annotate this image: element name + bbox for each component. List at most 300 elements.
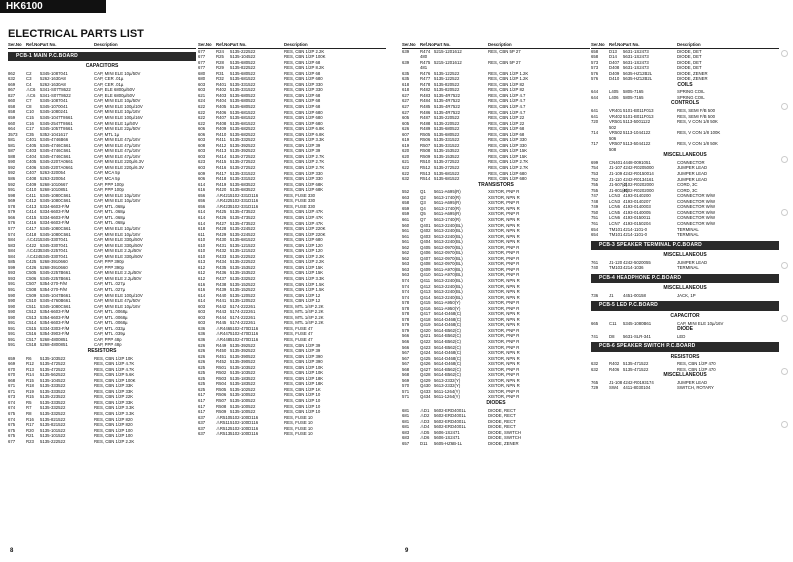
ser-no: 658 [8,109,16,115]
part-no: 5135-122522 [434,76,460,82]
ser-no: 622 [402,165,410,171]
ser-no: 591 [8,187,16,193]
part-no: 5135-332522 [230,137,256,143]
description: RES, CBN 1/2P 10K [284,370,324,376]
ref-no: R487 [420,115,431,121]
ref-no: Q434 [420,394,431,400]
ref-no: C404 [26,153,37,159]
ser-no: 753 [591,171,599,177]
board-section-bar: PCB-1 MAIN P.C.BOARD [8,52,196,62]
description: RES, MTL 1/4P 2.2K [284,309,324,315]
header-ref-no: Ref.No. [420,42,436,47]
ser-no: 658 [402,200,410,206]
description: CAP, PPP 390p [94,259,124,265]
description: DIODE, SWITCH [488,435,521,441]
description: XISTOR, NPN R [488,311,520,317]
part-no: 5135-101522 [40,427,66,433]
ser-no: 627 [402,92,410,98]
ref-no: R411 [216,137,226,143]
description: RES, MTL 1/4P 2.2K [284,303,324,309]
ser-no: 571 [402,394,410,400]
part-no: 5612-0970(BL) [434,261,463,267]
description: CAP, MINI ELE 2.2µ/50V [94,248,142,254]
ref-no: Q410 [420,272,431,278]
description: XISTOR, PNP R [488,261,520,267]
description: CAP, MTL .068µ [94,220,126,226]
ref-no: Q404 [420,239,431,245]
ser-no: 674 [8,399,16,405]
ser-no: 654 [591,232,599,238]
part-no: 5613-1740(R) [434,205,461,211]
ref-no: Q5 [420,211,426,217]
ref-no: C426 [26,264,37,270]
part-no: 5602-ERD4001L [434,418,467,424]
description: RES, CBN 1/2P 330 [488,137,527,143]
ref-no: R23 [26,438,34,444]
ref-no: C506 [26,275,37,281]
part-no: 5102-100D116 [230,420,259,426]
part-no: 5135-152522 [230,287,256,293]
ref-no: R406 [216,109,227,115]
part-no: 5612-0970(BL) [434,255,463,261]
description: CORD, 3C [677,187,698,193]
description: RES, CBN 1/2P 22 [488,115,525,121]
description: DIODE, DET [677,54,702,60]
part-row [402,441,590,447]
description: XISTOR, NPN R [488,228,520,234]
part-no: 5135-102522 [230,386,256,392]
ref-no: C516 [26,331,37,337]
description: CAP, MINI ELE 47µ/50V [94,298,141,304]
description: RES, CBN 1/2P 8.2K [284,65,325,71]
ser-no: 675 [8,427,16,433]
ref-no: R435 [216,264,227,270]
binding-hole-icon [781,50,788,57]
ser-no: 741 [591,333,599,339]
ref-no: C515 [26,325,37,331]
part-no: 5135-4R7522 [434,92,461,98]
part-row [591,293,779,299]
binding-hole-icon [781,421,788,428]
ref-no: R433 [216,253,227,259]
part-no: 5135-820522 [434,87,460,93]
description: XISTOR, PNP R [488,272,520,278]
ser-no: 674 [8,405,16,411]
part-no: 5345-3307041 [40,237,68,243]
part-no: 5268-3910660 [40,264,68,270]
ref-no: Q3 [420,200,426,206]
part-no: 5611-A970(BL) [434,272,463,278]
description: CONNECTOR W/W [677,193,716,199]
description: CAP, PPP 390p [94,264,124,270]
part-no: 5135-392522 [230,348,256,354]
ser-no: 639 [402,48,410,54]
description: CAP, PPP 48p [94,336,122,342]
ser-no: 592 [8,181,16,187]
ser-no: 656 [198,198,206,204]
part-no: 5345-2207A0661 [40,164,73,170]
part-no: 5334-3303-F/M [40,325,70,331]
ref-no: R508 [216,403,227,409]
ref-no: Q7 [420,216,426,222]
ser-no: 644 [591,89,599,95]
part-no: 5135-681522 [434,176,460,182]
description: RES, FUSE 10 [284,420,313,426]
part-no: 5614-D468(C) [434,311,462,317]
description: RES, CBN 1/2P 4.7 [488,98,526,104]
page-title: ELECTRICAL PARTS LIST [8,28,144,40]
ser-no: 552 [402,189,410,195]
description: RES, CBN 1/2P 22 [488,120,525,126]
description: TERMINAL [677,265,699,271]
description: RES, CBN 1/2P 18K [284,381,324,387]
ser-no: 590 [8,298,16,304]
ref-no: C4 [26,81,32,87]
description: RES, CBN 1/2P 330 [488,142,527,148]
ser-no: 613 [198,259,206,265]
ref-no: R402 [609,361,620,367]
part-no: 5345-1070041 [40,103,68,109]
part-no: 5345-1080C661 [40,231,71,237]
part-no: 5345-2257041 [40,248,68,254]
ser-no: 637 [198,420,206,426]
ref-no: J1-120 [609,259,623,265]
ref-no: ⚠R446 [216,325,231,331]
ref-no: R442 [216,303,227,309]
description: CAP, MINI ELE 220µ/6.3V [94,159,144,165]
ser-no: 659 [402,211,410,217]
ref-no: C412 [26,198,37,204]
part-no: 5135-153522 [230,270,256,276]
description: XISTOR, PNP R [488,305,520,311]
part-no: 5135-4R7522 [434,104,461,110]
ref-no: Q422 [420,338,431,344]
ref-no: R403 [216,92,227,98]
part-no: 5102-470D116 [230,331,259,337]
ser-no: 639 [402,59,410,65]
description: RES, CBN 1/2P 680 [284,115,323,121]
part-no: 5345-1080C661 [40,198,71,204]
ref-no: R444 [216,314,227,320]
part-no: 5135-333522 [40,388,66,394]
description: RES, CBN 1/2P 68K [284,187,324,193]
ser-no: 593 [8,270,16,276]
description: RES, CBN 1/2P 390 [284,353,323,359]
ser-no: 656 [198,203,206,209]
ref-no: VR501 [609,119,623,125]
part-no: 5635-HZ12B2L [623,76,653,82]
ser-no: 748 [591,198,599,204]
description: CAP, PPP 100p [94,181,124,187]
description: CAP, MINI ELE 100µ/16V [94,115,143,121]
part-no: 5135-153522 [434,148,460,154]
description: RES, V CON 1/8 50K [677,141,718,147]
ser-no: 663 [402,194,410,200]
part-no: 4193-0140005 [623,209,651,215]
description: CAP, MINI ELE 47µ/16V [94,142,141,148]
ser-no: 576 [8,220,16,226]
description: RES, CBN 5P 27 [488,59,521,65]
ser-no: 610 [198,248,206,254]
ref-no: LCN6 [609,204,620,210]
ser-no: 664 [8,126,16,132]
ref-no: 481 [420,65,428,71]
ref-no: Q403 [420,233,431,239]
ref-no: C408 [26,176,37,182]
ser-no: 561 [402,228,410,234]
ser-no: 567 [402,361,410,367]
ref-no: D13 [609,48,617,54]
description: RES, CBN 1/2P 330 [284,87,323,93]
ref-no: Q427 [420,366,431,372]
ref-no: R418 [216,176,227,182]
ser-no: 761 [591,259,599,265]
description: XISTOR, NPN R [488,316,520,322]
ser-no: 665 [591,320,599,326]
ref-no: ⚠D2 [420,413,430,419]
part-no: 5135-472522 [40,361,66,367]
ser-no: 581 [8,142,16,148]
part-no: 5135-562522 [40,372,66,378]
column-header [8,42,196,49]
ref-no: R482 [420,87,431,93]
description: CAP, MINI ELE 22µ/50V [94,126,141,132]
description: RES, CBN 1/2P 10K [94,355,134,361]
ref-no: Q421 [420,333,431,339]
part-no: 5135-331522 [230,176,256,182]
ser-no: 644 [591,94,599,100]
header-part-no: Part No. [40,42,57,47]
part-no: 5135-220522 [434,115,460,121]
description: RES, CBN 1/2P 2.2K [94,438,135,444]
part-no: 4242-R0193174 [623,379,654,385]
description: RES, CBN 1/2P 820 [94,422,133,428]
part-no: 4102-R0202000 [623,182,654,188]
part-no: 5614-D468(C) [434,316,462,322]
description: RES, CBN 1/2P 33K [94,399,134,405]
ser-no: 561 [402,233,410,239]
description: RES, FUSE 330 [284,198,316,204]
ser-no: 614 [198,220,206,226]
ref-no: ⚠R447 [216,331,231,337]
part-no: 5611-A695(R) [434,200,461,206]
header-ser-no: Ser.No [198,42,212,47]
ser-no: 591 [8,281,16,287]
part-no: 5268-1010667 [40,181,68,187]
ref-no: C7 [26,98,32,104]
part-no: 5611-A950(Y) [434,305,461,311]
ser-no: 617 [198,409,206,415]
description: RES, CBN 1/2P 330 [284,81,323,87]
description: RES, CBN 1/2P 47K [284,214,324,220]
description: CAP, MINI ELE 100µ/10V [94,103,143,109]
ref-no: D14 [609,54,617,60]
ser-no: 3573 [8,131,18,137]
description: RES, CBN 1/2P 3.3K [284,275,325,281]
header-ser-no: Ser.No [591,42,605,47]
ser-no: 569 [8,198,16,204]
ref-no: Q419 [420,322,431,328]
description: JUMPER LEAD [677,171,708,177]
ref-no: R438 [216,281,227,287]
description: RES, CBN 1/2P 68 [284,98,321,104]
part-no: 5174-222261 [230,314,256,320]
ser-no: 618 [402,87,410,93]
ser-no: 632 [591,361,599,367]
part-no: 5135-333522 [40,399,66,405]
part-no: 4242-R0205000 [623,165,654,171]
ref-no: R475 [420,59,431,65]
part-no: 5345-2257B661 [40,270,71,276]
description: RES, CBN 1/2P 68 [284,70,321,76]
ref-no: R474 [420,48,431,54]
ref-no: Q407 [420,255,431,261]
ser-no: 616 [198,287,206,293]
ref-no: R507 [420,142,431,148]
ser-no: 659 [8,355,16,361]
ser-no: 626 [402,126,410,132]
description: RES, CBN 1/2P 33K [94,388,134,394]
ser-no: 635 [402,70,410,76]
description: XISTOR, NPN R [488,277,520,283]
ser-no: 586 [8,176,16,182]
ser-no: 674 [8,416,16,422]
page-number-left: 8 [10,548,14,554]
ref-no: VR402 [609,113,623,119]
ser-no: 568 [402,372,410,378]
part-no: 5135-331522 [434,137,460,143]
ser-no: 562 [402,250,410,256]
ser-no: 669 [8,81,16,87]
description: RES, CBN 1/2P 82 [488,81,525,87]
part-no: 5135-680522 [230,70,256,76]
description: XISTOR, NPN R [488,239,520,245]
part-no: 4242-R0150014 [623,171,654,177]
ser-no: 675 [8,411,16,416]
part-no: 5135-222522 [230,253,256,259]
ref-no: C3 [26,76,32,82]
description: CAP, PPP 48p [94,342,122,348]
description: RES, SEMI F/B 500 [677,113,715,119]
ref-no: C15 [26,115,34,121]
ref-no: ⚠R423 [216,203,231,209]
ser-no: 680 [198,76,206,82]
ser-no: 751 [591,215,599,221]
ref-no: C405 [26,142,37,148]
ref-no: D11 [420,440,428,446]
part-no: 5102-100D116 [230,414,259,420]
ser-no: 566 [402,344,410,350]
ser-no: 603 [198,303,206,309]
description: RES, FUSE 10 [284,425,313,431]
part-no: 5345-4746C661 [40,148,71,154]
ser-no: 670 [8,366,16,372]
ser-no: 641 [591,108,599,114]
ref-no: ⚠D4 [420,424,430,430]
ref-no: R441 [216,298,227,304]
part-no: 5135-681522 [230,237,256,243]
part-no: 5611-A950(Y) [434,300,461,306]
description: RES, FUSE 47 [284,325,313,331]
ref-no: TM101 [609,232,623,238]
part-no: 5135-680522 [230,92,256,98]
ref-no: C414 [26,209,37,215]
header-description: Description [94,42,118,47]
ser-no: 591 [8,320,16,326]
ref-no: R429 [216,231,227,237]
description: RES, CBN 1/2P 1K [284,386,321,392]
ser-no: 569 [402,377,410,383]
ref-no: Q417 [420,311,431,317]
part-no: 5613-2240(BL) [434,239,463,245]
page-number-right: 9 [405,548,409,554]
ref-no: R450 [216,348,227,354]
ser-no: 636 [198,325,206,331]
ser-no: 617 [198,398,206,403]
description: RES, CBN 1/2P 15K [488,153,528,159]
ser-no: 765 [591,379,599,385]
description: RES, CBN 1/2P 680 [488,170,527,176]
ref-no: R13 [26,366,34,372]
ser-no: 621 [402,159,410,165]
ser-no: 625 [198,375,206,381]
description: RES, CBN 1/2P 2.7K [488,159,529,165]
part-no: 4242-5020055 [623,259,651,265]
ser-no: 862 [8,70,16,76]
ref-no: C416 [26,220,37,226]
ser-no: 675 [8,422,16,428]
ser-no: 658 [591,54,599,60]
ser-no: 683 [402,429,410,435]
ref-no: R29 [216,65,224,71]
description: SPRING COIL [677,89,705,95]
ref-no: R7 [26,405,32,411]
part-no: 5135-681522 [230,109,256,115]
ref-no: Q1 [420,189,426,195]
part-no: 5174-222261 [230,320,256,326]
part-no: 5135-120522 [230,298,256,304]
description: CORD, 3C [677,182,698,188]
ref-no: C512 [26,309,37,315]
description: RES, CBN 1/2P 10K [284,364,324,370]
ref-no: R502 [216,370,227,376]
ser-no: 720 [591,119,599,125]
ser-no: 627 [402,104,410,110]
ref-no: C513 [26,314,37,320]
description: XISTOR, NPN R [488,283,520,289]
description: RES, CBN 1/2P 12 [284,298,321,304]
ser-no: 654 [591,226,599,232]
ref-no: C518 [26,342,37,348]
description: TERMINAL [677,226,699,232]
header-ref-no: Ref.No. [609,42,625,47]
description: RES, FUSE 330 [284,192,316,198]
part-no: 5354-270-F/M [40,281,67,287]
ref-no: 480 [420,54,428,60]
ref-no: R415 [216,159,227,165]
part-no: 5135-682522 [230,126,256,132]
ref-no: R24 [216,48,224,54]
ref-no: R420 [216,187,227,193]
description: XISTOR, NPN R [488,355,520,361]
description: XISTOR, PNP R [488,333,520,339]
description: DIODE, RECT [488,418,516,424]
description: CAP, MTL .027µ [94,286,126,292]
ref-no: C403 [26,148,37,154]
ref-no: R477 [420,76,431,82]
ref-no: C35 [26,131,34,137]
ser-no: 578 [402,305,410,311]
